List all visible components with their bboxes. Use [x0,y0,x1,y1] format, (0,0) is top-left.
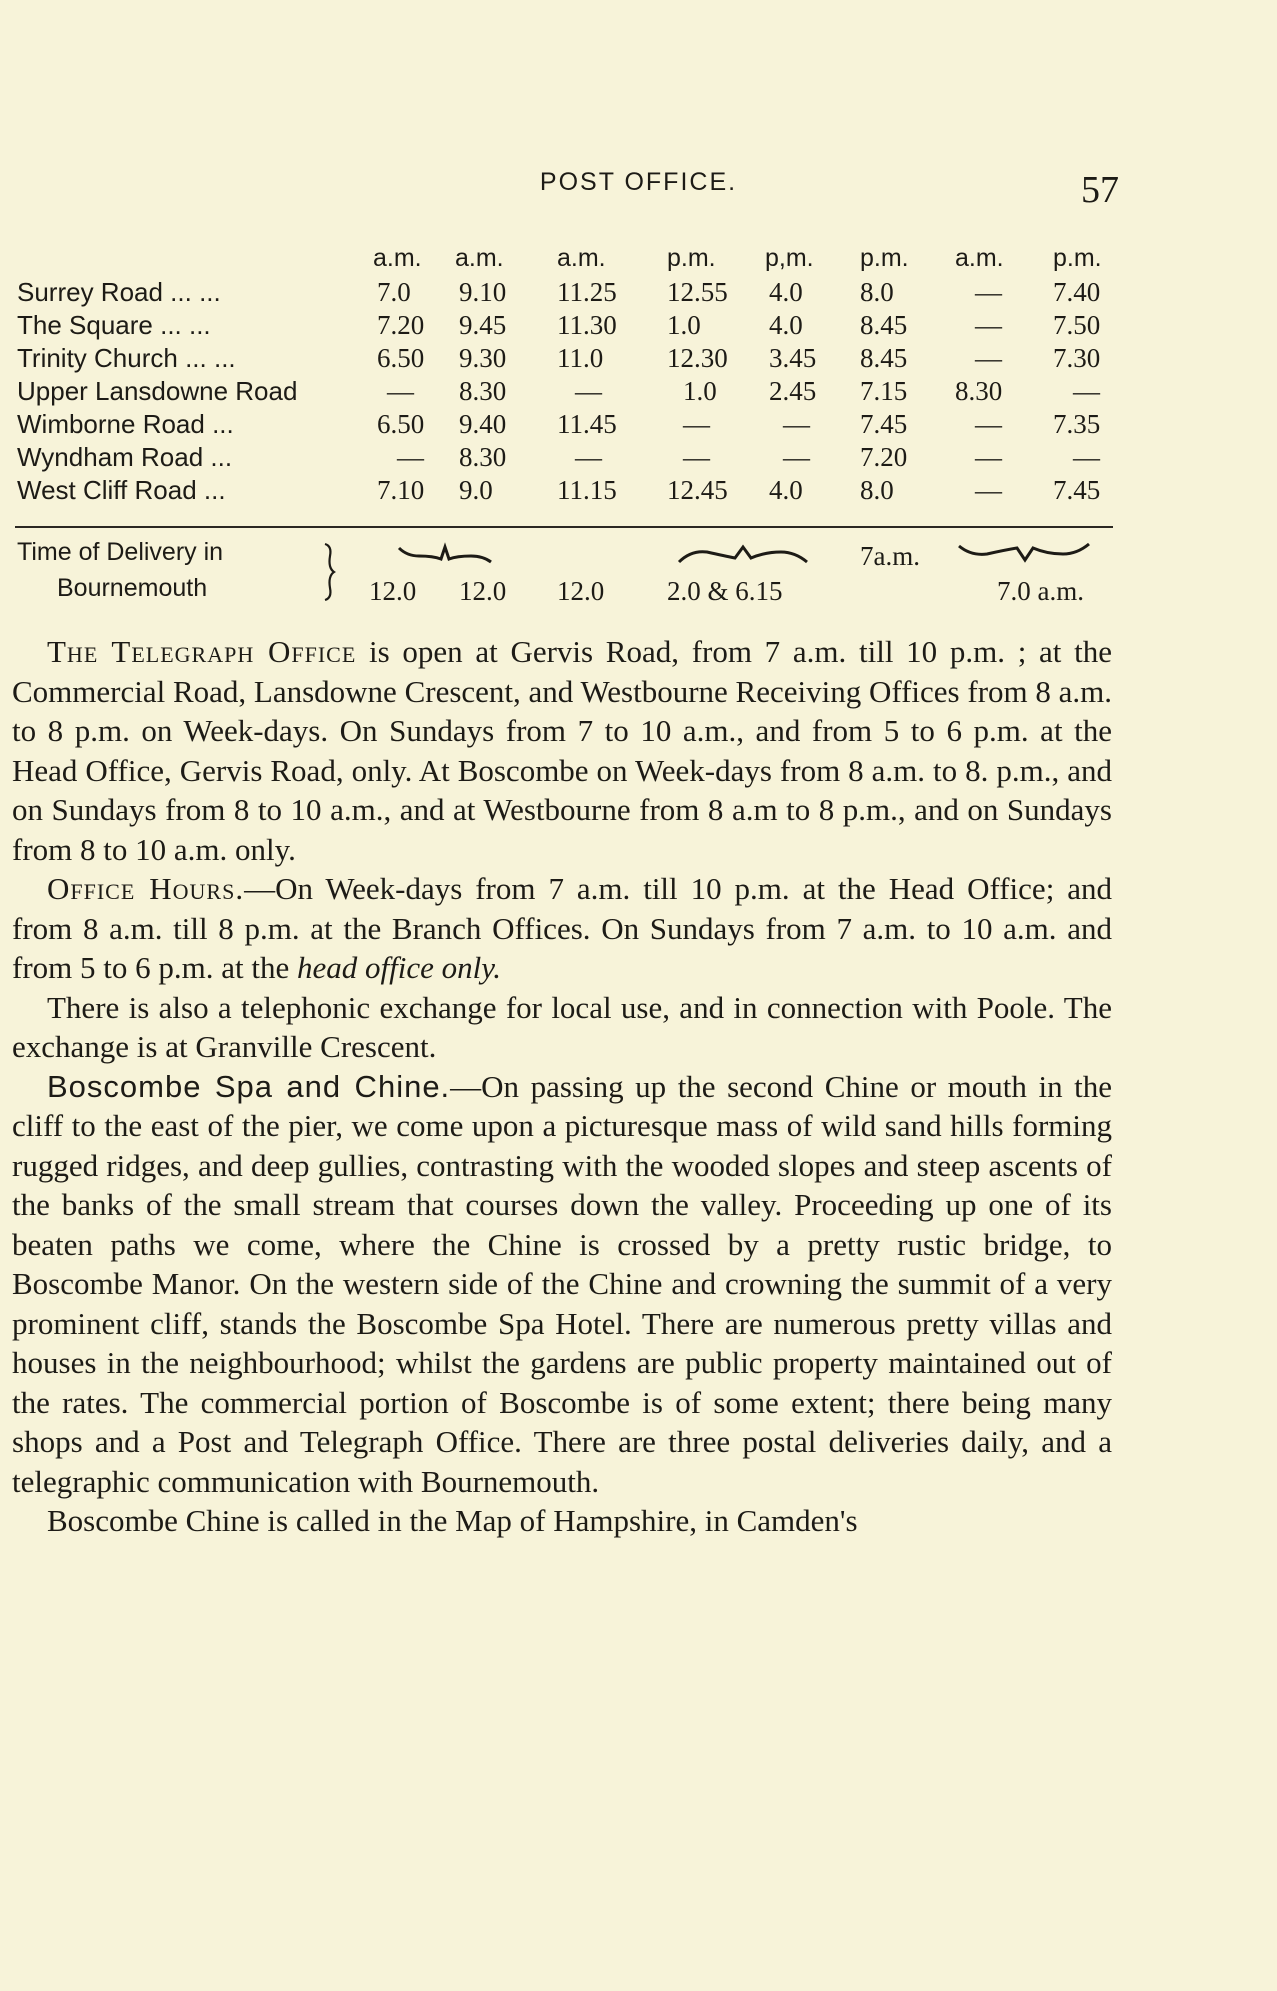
paragraph-text: Boscombe Chine is called in the Map of Hampshire, in Camden's [47,1503,858,1538]
time-cell: 7.20 [860,442,908,472]
time-cell: 12.45 [667,475,728,505]
column-header: p,m. [765,244,814,272]
table-row [17,442,1127,475]
place-name: Wyndham Road ... [17,442,233,472]
section-heading: Boscombe Spa and Chine. [47,1068,451,1104]
delivery-time: 2.0 & 6.15 [667,576,783,606]
paragraph-boscombe-chine [12,1501,1112,1541]
time-cell: — [975,343,1002,373]
section-lead: The Telegraph Office [47,634,357,669]
time-cell: 11.25 [557,277,617,307]
time-cell: — [783,442,810,472]
paragraph-text: is open at Gervis Road, from 7 a.m. till 10 p.m. ; at the Commercial Road, Lansdowne Crescent, and Westbourne Receiving Offices from 8 a.m. to 8 p.m. on Week-days. On Sundays from 7 to 10 a.m., and from 5 to 6 p.m. at the Head Office, Gervis Road, only. At Boscombe on Week-days from 8 a.m. to 8. p.m., and on Sundays from 8 to 10 a.m., and at Westbourne from 8 a.m to 8 p.m., and on Sundays from 8 to 10 a.m. only. [12,634,1113,867]
column-header: a.m. [373,244,422,272]
time-cell: — [975,277,1002,307]
paragraph-text: There is also a telephonic exchange for local use, and in connection with Poole. The exchange is at Granville Crescent. [12,989,1112,1064]
running-head: POST OFFICE. [539,168,738,196]
time-cell: 9.40 [459,409,507,439]
delivery-time: 7.0 a.m. [997,576,1084,606]
time-cell: 8.0 [860,475,894,505]
time-cell: 8.45 [860,310,908,340]
time-cell: 7.20 [377,310,425,340]
time-cell: 8.30 [459,376,507,406]
column-header: p.m. [1053,244,1102,272]
time-cell: 4.0 [769,277,803,307]
time-cell: 11.15 [557,475,617,505]
place-name: The Square ... ... [17,310,211,340]
time-cell: — [975,310,1002,340]
paragraph-telegraph-office [12,632,1112,869]
time-cell: 7.15 [860,376,908,406]
paragraph-text: —On passing up the second Chine or mouth in the cliff to the east of the pier, we come upon a picturesque mass of wild sand hills forming rugged ridges, and deep gullies, contrasting with the wooded slopes and steep ascents of the banks of the small stream that courses down the valley. Proceeding up one of its beaten paths we come, where the Chine is crossed by a pretty rustic bridge, to Boscombe Manor. On the western side of the Chine and crowning the summit of a very prominent cliff, stands the Boscombe Spa Hotel. There are numerous pretty villas and houses in the neighbourhood; whilst the gardens are public property maintained out of the rates. The commercial portion of Boscombe is of some extent; there being many shops and a Post and Telegraph Office. There are three postal deliveries daily, and a telegraphic communication with Bournemouth. [12,1068,1112,1499]
paragraph-office-hours [12,869,1112,988]
time-cell: — [783,409,810,439]
time-cell: 9.10 [459,277,507,307]
time-cell: 7.30 [1053,343,1101,373]
time-cell: — [975,475,1002,505]
column-header: a.m. [455,244,504,272]
delivery-times-row [17,538,1127,608]
time-cell: 4.0 [769,310,803,340]
column-header: p.m. [667,244,716,272]
time-cell: — [975,442,1002,472]
time-cell: 9.0 [459,475,493,505]
horizontal-brace-icon [957,542,1091,564]
delivery-time: 12.0 [369,576,417,606]
time-cell: 8.0 [860,277,894,307]
table-row [17,343,1127,376]
column-header: p.m. [860,244,909,272]
time-cell: 8.30 [459,442,507,472]
time-cell: 12.55 [667,277,728,307]
place-name: Wimborne Road ... [17,409,234,439]
paragraph-boscombe [12,1067,1112,1502]
delivery-time: 12.0 [557,576,605,606]
delivery-time: 7a.m. [860,541,920,571]
time-cell: 9.30 [459,343,507,373]
place-name: Trinity Church ... ... [17,343,236,373]
delivery-time: 12.0 [459,576,507,606]
time-cell: 11.30 [557,310,617,340]
section-lead: Office Hours. [47,871,245,906]
horizontal-brace-icon [677,542,809,564]
time-cell: 1.0 [683,376,717,406]
time-cell: 1.0 [667,310,701,340]
time-cell: 7.40 [1053,277,1101,307]
table-row [17,277,1127,310]
time-cell: — [575,442,602,472]
time-cell: 4.0 [769,475,803,505]
time-cell: 11.45 [557,409,617,439]
paragraph-italic-text: head office only. [296,950,502,985]
time-cell: — [1073,376,1100,406]
paragraph-text: —On Week-days from 7 a.m. till 10 p.m. at the Head Office; and from 8 a.m. till 8 p.m. at the Branch Offices. On Sundays from 7 a.m. to 10 a.m. and from 5 to 6 p.m. at the [12,871,1113,985]
page-number: 57 [1081,169,1119,211]
time-cell: 3.45 [769,343,817,373]
table-row [17,376,1127,409]
table-divider-rule [15,526,1113,528]
place-name: West Cliff Road ... [17,475,226,505]
time-cell: 11.0 [557,343,604,373]
place-name: Upper Lansdowne Road [17,376,298,406]
delivery-label-line1: Time of Delivery in [17,538,224,566]
time-cell: 8.45 [860,343,908,373]
time-cell: 6.50 [377,343,425,373]
time-cell: — [1073,442,1100,472]
time-cell: 7.50 [1053,310,1101,340]
timetable-header-row [17,244,1127,277]
place-name: Surrey Road ... ... [17,277,221,307]
time-cell: 2.45 [769,376,817,406]
time-cell: 8.30 [955,376,1003,406]
time-cell: — [387,376,414,406]
time-cell: 7.45 [860,409,908,439]
time-cell: 7.10 [377,475,425,505]
time-cell: 12.30 [667,343,728,373]
column-header: a.m. [955,244,1004,272]
curly-brace-icon [322,542,336,602]
time-cell: 9.45 [459,310,507,340]
paragraph-telephone [12,988,1112,1067]
time-cell: — [683,442,710,472]
time-cell: — [397,442,424,472]
time-cell: 7.45 [1053,475,1101,505]
time-cell: 7.0 [377,277,411,307]
horizontal-brace-icon [397,542,493,564]
table-row [17,310,1127,343]
table-row [17,409,1127,442]
column-header: a.m. [557,244,606,272]
time-cell: — [975,409,1002,439]
time-cell: — [683,409,710,439]
delivery-label-line2: Bournemouth [57,574,208,602]
time-cell: — [575,376,602,406]
table-row [17,475,1127,508]
time-cell: 6.50 [377,409,425,439]
time-cell: 7.35 [1053,409,1101,439]
mail-delivery-timetable [17,244,1127,508]
body-text [12,632,1112,1541]
